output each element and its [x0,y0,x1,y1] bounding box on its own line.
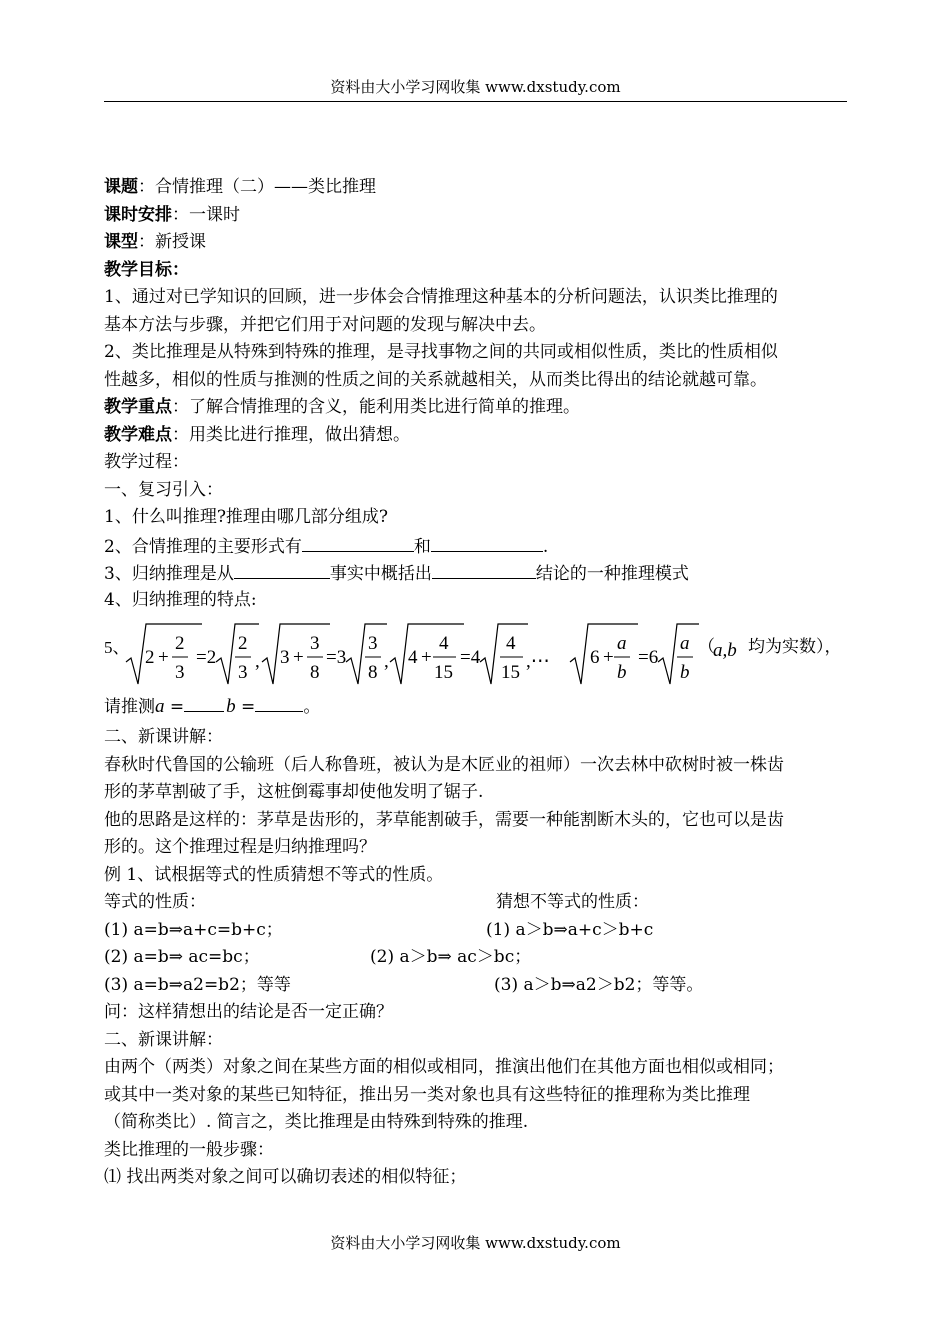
formula-number: 5、 [104,638,130,657]
goal-1-line-2: 基本方法与步骤，并把它们用于对问题的发现与解决中去。 [104,314,546,335]
equality-property-2: (2) a=b⇒ ac=bc； [104,947,260,967]
inequality-property-1: (1) a＞b⇒a+c＞b+c [486,919,654,940]
question-4: 4、归纳推理的特点: [104,589,257,610]
goals-heading: 教学目标： [104,259,189,280]
new-lesson-heading-1: 二、新课讲解： [104,727,223,747]
note-vars: a,b [713,640,737,661]
think-line-2: 形的。这个推理过程是归纳推理吗？ [104,837,376,857]
t4-rden: b [680,662,690,683]
definition-line-2: 或其中一类对象的某些已知特征，推出另一类对象也具有这些特征的推理称为类比推理 [104,1084,750,1105]
question-2-blank-2 [431,532,543,552]
schedule-value: ：一课时 [172,204,240,225]
type-label: 课型 [104,232,138,252]
question-3-blank-2 [432,559,536,579]
properties-header-row [104,889,849,917]
guess-a: a [155,696,165,717]
note-text: 均为实数）， [748,637,842,657]
question-2-and: 和 [413,536,431,557]
question-1: 1、什么叫推理?推理由哪几部分组成? [104,507,389,527]
t1-eq: =2 [196,647,217,668]
t2-a: 3 [280,647,290,668]
t2-den: 8 [310,662,320,683]
t3-rnum: 4 [506,633,516,654]
key-point-line [104,394,849,422]
t3-den: 15 [434,662,453,683]
comma-3: ,⋯ [526,651,550,672]
equality-properties-label: 等式的性质： [104,892,206,912]
guess-end: 。 [303,697,321,717]
t4-rnum: a [680,633,690,654]
t4-a: 6 [590,647,600,668]
difficult-point-label: 教学难点 [104,424,172,445]
t4-den: b [617,662,627,683]
t3-eq: =4 [460,647,481,668]
key-point-value: ：了解合情推理的含义，能利用类比进行简单的推理。 [172,397,580,417]
key-point-label: 教学重点 [104,397,172,417]
t4-plus: + [603,647,614,668]
goal-2-line-1: 2、类比推理是从特殊到特殊的推理，是寻找事物之间的共同或相似性质，类比的性质相似 [104,342,778,362]
t4-eq: =6 [638,647,659,668]
schedule-label: 课时安排 [104,204,172,225]
schedule-line [104,202,849,230]
formula-svg [104,618,849,690]
story-line-2: 形的茅草割破了手，这桩倒霉事却使他发明了锯子. [104,782,484,802]
question-2 [104,532,849,560]
t3-plus: + [421,647,432,668]
comma-2: , [384,651,389,672]
t3-rden: 15 [501,662,520,683]
step-1: ⑴ 找出两类对象之间可以确切表述的相似特征； [104,1167,467,1187]
t3-a: 4 [408,647,418,668]
t3-num: 4 [439,633,449,654]
topic-line [104,174,849,202]
t2-rnum: 3 [368,633,378,654]
question-3-blank-1 [234,559,330,579]
t1-plus: + [158,647,169,668]
new-lesson-heading-2: 二、新课讲解： [104,1029,223,1050]
property-row-3 [104,972,849,1000]
equality-property-1: (1) a=b⇒a+c=b+c； [104,919,283,940]
comma-1: , [255,651,260,672]
inequality-property-3: (3) a＞b⇒a2＞b2；等等。 [494,974,704,995]
goal-2-line-2: 性越多，相似的性质与推测的性质之间的关系就越相关，从而类比得出的结论就越可靠。 [104,369,767,390]
radical-2b-icon [346,624,387,684]
t2-plus: + [293,647,304,668]
guess-eq-1: = [164,697,185,717]
t1-a: 2 [145,647,155,668]
steps-heading: 类比推理的一般步骤： [104,1139,274,1160]
definition-line-3: （简称类比）. 简言之，类比推理是由特殊到特殊的推理. [104,1112,529,1132]
question-3-text: 3、归纳推理是从 [104,564,234,584]
guess-blank-a [184,692,224,712]
question-2-end: . [542,536,549,557]
question-3-mid: 事实中概括出 [329,564,432,584]
question-2-text: 2、合情推理的主要形式有 [104,536,302,557]
topic-value: ：合情推理（二）——类比推理 [138,177,376,197]
page-footer: 资料由大小学习网收集 www.dxstudy.com [330,1234,621,1252]
example-1: 例 1、试根据等式的性质猜想不等式的性质。 [104,864,444,885]
t2-rden: 8 [368,662,378,683]
goal-1-line-1: 1、通过对已学知识的回顾，进一步体会合情推理这种基本的分析问题法，认识类比推理的 [104,287,778,307]
question-3 [104,559,849,587]
type-line [104,229,849,257]
math-formula-sequence [104,618,849,690]
note-open: （ [698,637,715,657]
definition-line-1: 由两个（两类）对象之间在某些方面的相似或相同，推演出他们在其他方面也相似或相同； [104,1057,784,1077]
equality-property-3: (3) a=b⇒a2=b2；等等 [104,974,291,995]
t2-eq: =3 [326,647,347,668]
radical-4b-icon [658,624,699,684]
t4-num: a [617,633,627,654]
think-line-1: 他的思路是这样的：茅草是齿形的，茅草能割破手，需要一种能割断木头的，它也可以是齿 [104,809,784,830]
t1-num: 2 [175,633,185,654]
difficult-point-line [104,422,849,450]
property-row-1 [104,917,849,945]
t1-rden: 3 [238,662,248,683]
process-heading: 教学过程： [104,452,189,472]
page-header: 资料由大小学习网收集 www.dxstudy.com [104,76,847,102]
difficult-point-value: ：用类比进行推理，做出猜想。 [172,424,410,445]
inequality-guess-label: 猜想不等式的性质： [496,892,649,912]
guess-eq-2: = [235,697,256,717]
t1-rnum: 2 [238,633,248,654]
question-3-end: 结论的一种推理模式 [535,564,689,584]
t1-den: 3 [175,662,185,683]
question-2-blank-1 [302,532,414,552]
property-row-2 [104,944,849,972]
guess-b: b [226,696,236,717]
inequality-property-2: (2) a＞b⇒ ac＞bc； [370,947,532,967]
review-heading: 一、复习引入： [104,479,223,500]
guess-line [104,690,849,724]
guess-prefix: 请推测 [104,697,155,717]
t2-num: 3 [310,633,320,654]
question-correctness: 问：这样猜想出的结论是否一定正确？ [104,1002,393,1022]
type-value: ：新授课 [138,232,206,252]
lesson-content [104,174,849,1192]
story-line-1: 春秋时代鲁国的公输班（后人称鲁班，被认为是木匠业的祖师）一次去林中砍树时被一株齿 [104,754,784,775]
topic-label: 课题 [104,177,138,197]
guess-blank-b [255,692,303,712]
